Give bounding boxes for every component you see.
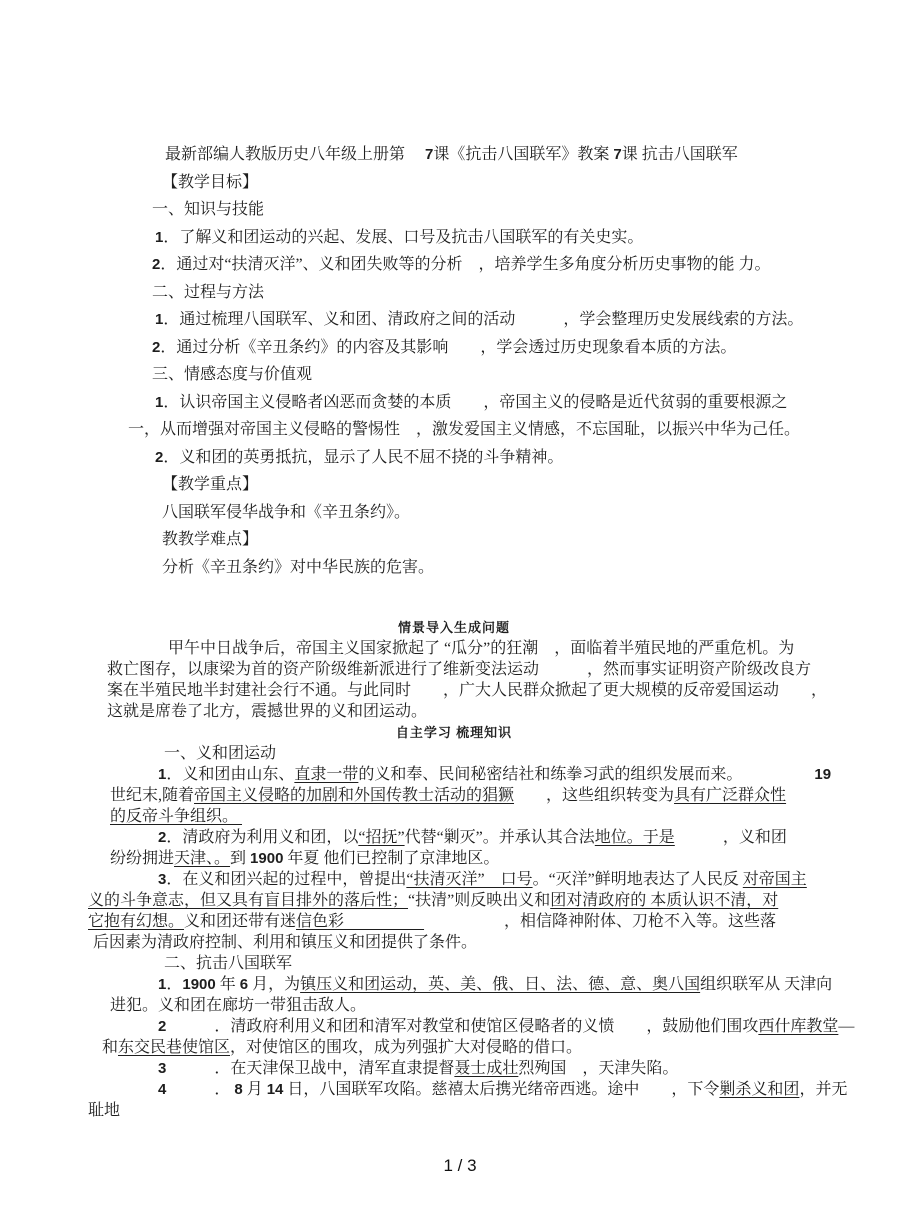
text-run: 烈殉国 ，天津失陷。 xyxy=(518,1060,679,1077)
doc-line xyxy=(88,224,820,252)
text-run: 课 抗击八国联军 xyxy=(621,146,738,163)
text-run: 代替“剿灭”。并承认其合法 xyxy=(404,829,595,846)
doc-line xyxy=(88,911,820,932)
text-run: 月 xyxy=(242,1081,267,1098)
underlined-text: 东交民巷使馆区 xyxy=(118,1039,231,1056)
text-run: 1 xyxy=(155,393,164,411)
underlined-text: 天津、。 xyxy=(174,850,231,867)
text-run: 义和团还带有迷 xyxy=(184,913,297,930)
text-run: 三、情感态度与价值观 xyxy=(152,366,313,383)
text-run: 日，八国联军攻陷。慈禧太后携光绪帝西逃。途中 ，下令 xyxy=(283,1081,720,1098)
doc-line xyxy=(88,995,820,1016)
doc-line xyxy=(88,890,820,911)
section-heading xyxy=(88,617,820,638)
teaching-objectives-block xyxy=(88,141,820,581)
text-run: 后因素为清政府控制、利用和镇压义和团提供了条件。 xyxy=(93,934,478,951)
text-run: 2 xyxy=(152,256,161,273)
underlined-text: 直隶一带 xyxy=(294,766,359,783)
text-run: 最新部编人教版历史八年级上册第 xyxy=(165,146,426,163)
doc-line xyxy=(88,334,820,362)
doc-line xyxy=(88,764,832,785)
doc-line xyxy=(88,279,820,307)
doc-line xyxy=(88,416,820,444)
underlined-text: 它抱有幻想。 xyxy=(88,913,185,930)
doc-line xyxy=(88,848,820,869)
text-run: 二、过程与方法 xyxy=(152,283,265,301)
text-run: 组织联军从 天津向 xyxy=(700,976,833,993)
doc-line xyxy=(88,932,820,953)
text-run: ．清政府利用义和团和清军对教堂和使馆区侵略者的义愤 ，鼓励他们围攻 xyxy=(166,1018,759,1035)
underlined-text: 帝国主义侵略的加剧和外国传教士活动的猖獗 xyxy=(194,787,515,804)
underlined-text: “招抚” xyxy=(358,829,405,846)
doc-line xyxy=(88,471,820,499)
doc-line xyxy=(88,659,820,680)
text-run: ．义和团由山东、 xyxy=(166,766,295,783)
text-run: ． xyxy=(166,1081,235,1098)
text-run: 案在半殖民地半封建社会行不通。与此同时 ，广大人民群众掀起了更大规模的反帝爱国运动 ， xyxy=(107,682,828,699)
underlined-text: 剿杀义和团 xyxy=(719,1081,800,1098)
text-run: 1 xyxy=(155,311,164,328)
text-run: 世纪末,随着 xyxy=(110,787,195,804)
underlined-text: 义的斗争意志，但又具有盲目排外的落后性； xyxy=(88,892,409,909)
text-run: 甲午中日战争后，帝国主义国家掀起了 “瓜分”的狂潮 ，面临着半殖民地的严重危机。为 xyxy=(168,640,795,657)
text-run: 救亡图存，以康梁为首的资产阶级维新派进行了维新变法运动 ，然而事实证明资产阶级改良方 xyxy=(107,661,812,678)
section-heading xyxy=(88,722,820,743)
text-run: ．义和团的英勇抵抗，显示了人民不屈不挠的斗争精神。 xyxy=(163,448,564,466)
text-run: ． xyxy=(166,976,183,993)
doc-line xyxy=(88,389,820,417)
text-run: 。“灭洋”鲜明地表达了人民反 xyxy=(532,871,743,888)
text-run: 到 xyxy=(230,850,251,867)
text-run: 3 xyxy=(158,871,167,888)
text-run: 19 xyxy=(814,766,832,783)
text-run: 进犯。义和团在廊坊一带狙击敌人。 xyxy=(110,997,367,1014)
underlined-text: 西什库教堂 xyxy=(758,1018,839,1035)
text-run: 八国联军侵华战争和《辛丑条约》。 xyxy=(162,503,411,521)
text-run: 分析《辛丑条约》对中华民族的危害。 xyxy=(162,558,435,576)
doc-line xyxy=(88,196,820,224)
doc-line xyxy=(88,1016,855,1037)
text-run: 1 xyxy=(158,976,167,993)
underlined-text: “扶清灭洋” 口号 xyxy=(406,871,533,888)
underlined-text: 团对清政府的 本质认识不清，对 xyxy=(550,892,779,909)
doc-line xyxy=(88,1100,820,1121)
doc-line xyxy=(88,1058,820,1079)
text-run: 7 xyxy=(613,146,622,163)
text-run: ．在天津保卫战中，清军直隶提督 xyxy=(166,1060,455,1077)
doc-line xyxy=(88,554,820,582)
doc-line xyxy=(88,526,820,554)
doc-line xyxy=(88,1037,820,1058)
underlined-text: 聂士成壮 xyxy=(454,1060,519,1077)
text-run: 7 xyxy=(425,146,434,163)
text-run: ．了解义和团运动的兴起、发展、口号及抗击八国联军的有关史实。 xyxy=(163,228,644,246)
text-run: 年 xyxy=(215,976,240,993)
text-run: 【教学重点】 xyxy=(162,476,259,493)
text-run: 1 xyxy=(158,766,167,783)
text-run: — xyxy=(838,1018,855,1035)
text-run: ．通过分析《辛丑条约》的内容及其影响 ，学会透过历史现象看本质的方法。 xyxy=(160,338,737,356)
text-run: ．认识帝国主义侵略者凶恶而贪婪的本质 ，帝国主义的侵略是近代贫弱的重要根源之 xyxy=(163,393,788,411)
text-run: 8 xyxy=(234,1081,243,1098)
doc-line xyxy=(88,361,820,389)
text-run: ．通过对“扶清灭洋”、义和团失败等的分析 ，培养学生多角度分析历史事物的能 力。 xyxy=(160,256,771,273)
text-run: 二、抗击八国联军 xyxy=(164,955,293,972)
text-run: 一，从而增强对帝国主义侵略的警惕性 ，激发爱国主义情感，不忘国耻，以振兴中华为己任。 xyxy=(128,421,801,438)
doc-line xyxy=(88,953,820,974)
doc-line xyxy=(88,869,820,890)
text-run: 1900 xyxy=(182,976,216,993)
doc-line xyxy=(88,444,820,472)
text-run: 耻地 xyxy=(88,1102,121,1119)
lesson-main-block xyxy=(88,617,855,1121)
doc-line xyxy=(88,306,820,334)
text-run: ，对使馆区的围攻，成为列强扩大对侵略的借口。 xyxy=(230,1039,583,1056)
doc-line xyxy=(88,806,820,827)
text-run: 纷纷拥进 xyxy=(110,850,175,867)
text-run: 4 xyxy=(158,1081,167,1098)
text-run: ．通过梳理八国联军、义和团、清政府之间的活动 ，学会整理历史发展线索的方法。 xyxy=(163,311,804,328)
text-run: ，义和团 xyxy=(674,829,787,846)
text-run: 课《抗击八国联军》教案 xyxy=(433,146,614,163)
text-run: 1900 xyxy=(250,850,284,867)
text-run: ．清政府为利用义和团，以 xyxy=(166,829,359,846)
page-footer: 1 / 3 xyxy=(443,1156,477,1175)
underlined-text: 地位。于是 xyxy=(594,829,675,846)
doc-line xyxy=(88,743,820,764)
text-run: 2 xyxy=(155,448,164,466)
text-run: 6 xyxy=(239,976,249,993)
doc-line xyxy=(88,169,820,197)
text-run: 年夏 他们已控制了京津地区。 xyxy=(283,850,500,867)
underlined-text: 信色彩 xyxy=(296,913,425,930)
doc-line xyxy=(88,680,828,701)
text-run: ．在义和团兴起的过程中，曾提出 xyxy=(166,871,407,888)
doc-line xyxy=(88,974,833,995)
text-run: 这就是席卷了北方，震撼世界的义和团运动。 xyxy=(107,703,428,720)
text-run: 一、义和团运动 xyxy=(164,745,277,762)
text-run: 2 xyxy=(152,338,161,356)
text-run: 月，为 xyxy=(248,976,301,993)
text-run: 【教学目标】 xyxy=(162,173,259,191)
text-run: “扶清”则反映出义和 xyxy=(408,892,551,909)
text-run: 14 xyxy=(266,1081,284,1098)
text-run: 教教学难点】 xyxy=(162,531,259,548)
underlined-text: 镇压义和团运动，英、美、俄、日、法、德、意、奥八国 xyxy=(300,976,701,993)
doc-line xyxy=(88,141,820,169)
text-run: 一、知识与技能 xyxy=(152,201,265,218)
doc-line xyxy=(88,1079,848,1100)
doc-line xyxy=(88,638,820,659)
doc-line xyxy=(88,785,820,806)
text-run: 3 xyxy=(158,1060,167,1077)
text-run: 的义和奉、民间秘密结社和练拳习武的组织发展而来。 xyxy=(358,766,815,783)
underlined-text: 对帝国主 xyxy=(742,871,807,888)
underlined-text: 具有广泛群众性 xyxy=(674,787,787,804)
text-run: 自主学习 梳理知识 xyxy=(395,725,513,740)
doc-line xyxy=(88,499,820,527)
text-run: ，这些组织转变为 xyxy=(514,787,675,804)
text-run: 和 xyxy=(102,1039,119,1056)
doc-line xyxy=(88,251,820,279)
text-run: 2 xyxy=(158,1018,167,1035)
text-run: 1 xyxy=(155,228,164,246)
text-run: ，并无 xyxy=(799,1081,848,1098)
text-run: 情景导入生成问题 xyxy=(397,620,510,635)
doc-line xyxy=(88,701,820,722)
doc-line xyxy=(88,827,820,848)
text-run: ，相信降神附体、刀枪不入等。这些落 xyxy=(424,913,777,930)
underlined-text: 的反帝斗争组织。 xyxy=(110,808,243,825)
text-run: 2 xyxy=(158,829,167,846)
